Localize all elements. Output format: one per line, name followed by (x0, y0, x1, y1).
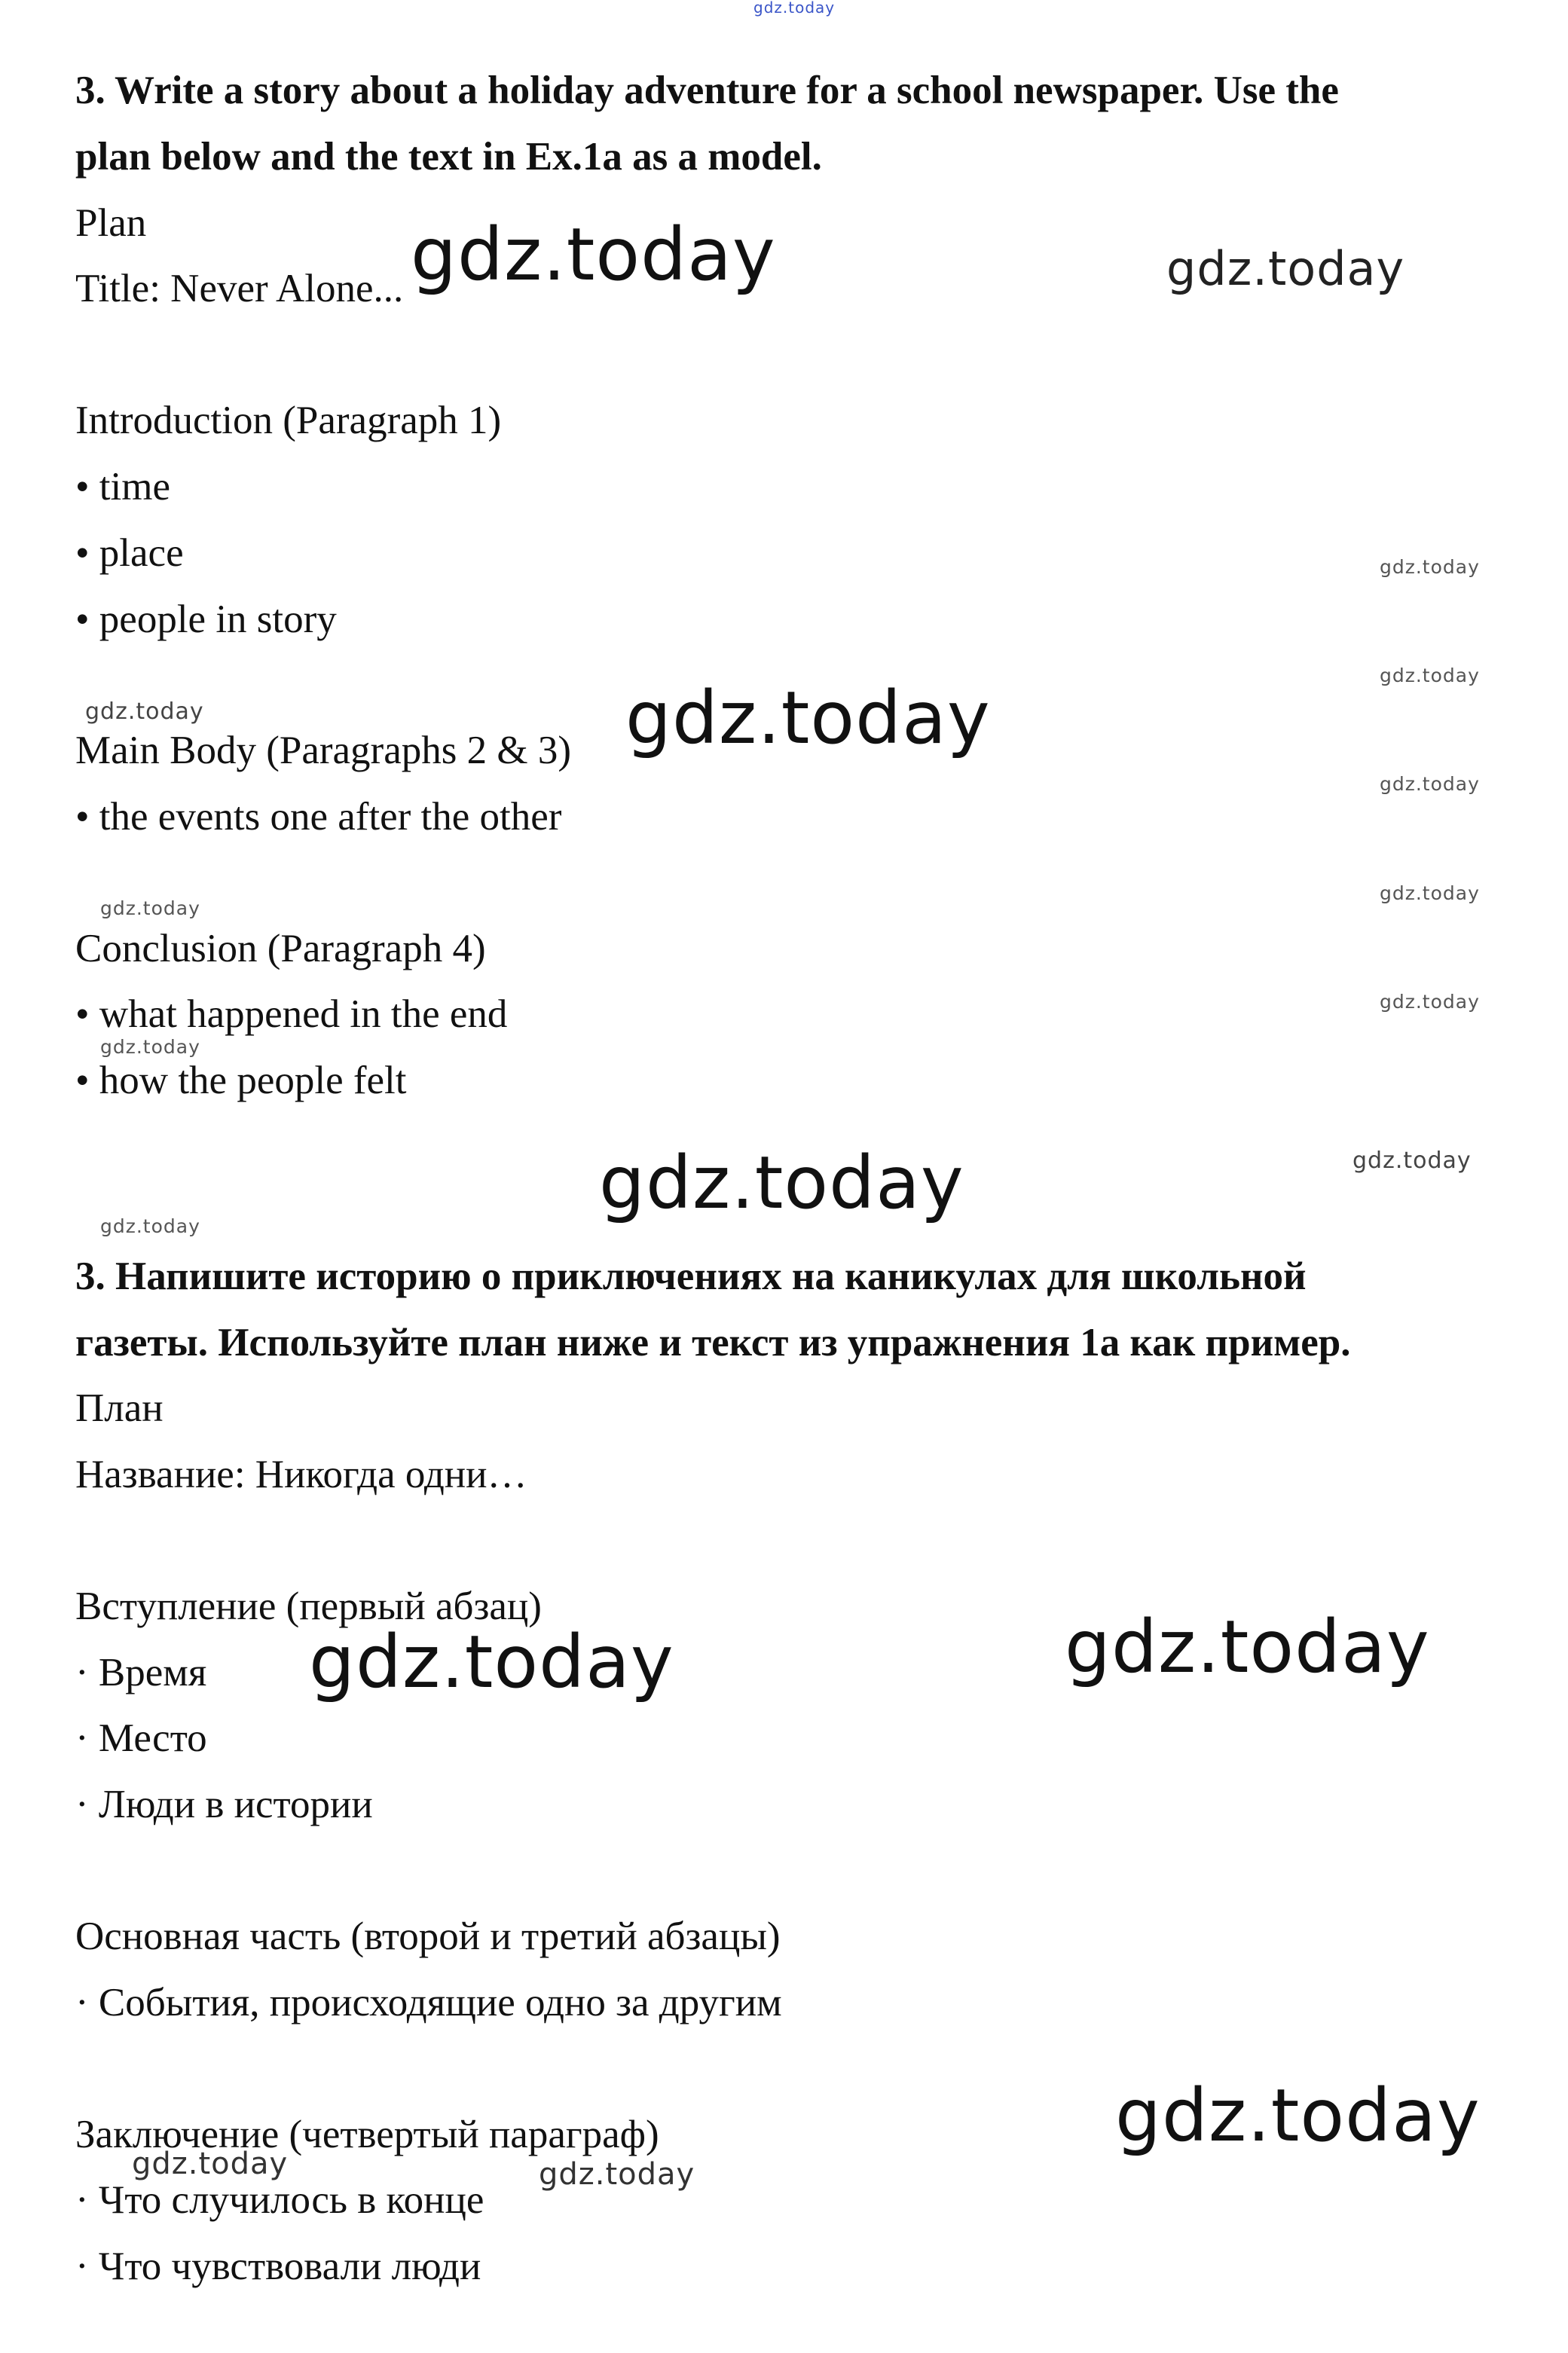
watermark-logo: gdz.today (100, 897, 200, 919)
list-item: · Место (75, 1716, 207, 1760)
task-heading-ru-line2: газеты. Используйте план ниже и текст из упражнения 1а как пример. (75, 1321, 1351, 1364)
watermark-logo: gdz.today (309, 1620, 674, 1704)
list-item: · Люди в истории (75, 1783, 373, 1826)
watermark-logo: gdz.today (1065, 1605, 1430, 1689)
list-item: · Что чувствовали люди (75, 2245, 481, 2288)
list-item: · События, происходящие одно за другим (75, 1981, 782, 2024)
watermark-logo: gdz.today (1166, 241, 1405, 296)
watermark-logo: gdz.today (1380, 991, 1480, 1013)
list-item: • how the people felt (75, 1059, 407, 1102)
watermark-logo: gdz.today (753, 0, 836, 17)
list-item: · Время (75, 1651, 207, 1694)
watermark-logo: gdz.today (1115, 2073, 1481, 2158)
main-body-heading-en: Main Body (Paragraphs 2 & 3) (75, 729, 571, 772)
watermark-logo: gdz.today (132, 2147, 289, 2181)
introduction-heading-ru: Вступление (первый абзац) (75, 1584, 542, 1628)
list-item: • time (75, 465, 171, 509)
list-item: • people in story (75, 597, 337, 641)
introduction-heading-en: Introduction (Paragraph 1) (75, 399, 502, 442)
watermark-logo: gdz.today (625, 676, 991, 760)
watermark-logo: gdz.today (100, 1036, 200, 1058)
watermark-logo: gdz.today (1380, 773, 1480, 795)
task-heading-en-line1: 3. Write a story about a holiday adventure for a school newspaper. Use the (75, 69, 1339, 112)
plan-label-en: Plan (75, 201, 147, 245)
conclusion-heading-en: Conclusion (Paragraph 4) (75, 927, 486, 970)
conclusion-heading-ru: Заключение (четвертый параграф) (75, 2113, 659, 2156)
watermark-logo: gdz.today (411, 212, 776, 297)
watermark-logo: gdz.today (1380, 556, 1480, 578)
task-heading-en-line2: plan below and the text in Ex.1a as a model. (75, 135, 822, 179)
watermark-logo: gdz.today (599, 1141, 964, 1225)
plan-label-ru: План (75, 1386, 164, 1430)
list-item: • place (75, 531, 184, 575)
list-item: · Что случилось в конце (75, 2178, 484, 2222)
main-body-heading-ru: Основная часть (второй и третий абзацы) (75, 1914, 781, 1958)
watermark-logo: gdz.today (1353, 1147, 1472, 1174)
watermark-logo: gdz.today (85, 698, 204, 725)
watermark-logo: gdz.today (1380, 665, 1480, 686)
task-heading-ru-line1: 3. Напишите историю о приключениях на каникулах для школьной (75, 1254, 1307, 1298)
watermark-logo: gdz.today (539, 2157, 695, 2192)
story-title-en: Title: Never Alone... (75, 267, 404, 310)
list-item: • the events one after the other (75, 795, 562, 839)
watermark-logo: gdz.today (1380, 882, 1480, 904)
story-title-ru: Название: Никогда одни… (75, 1453, 527, 1496)
list-item: • what happened in the end (75, 992, 508, 1036)
watermark-logo: gdz.today (100, 1215, 200, 1237)
